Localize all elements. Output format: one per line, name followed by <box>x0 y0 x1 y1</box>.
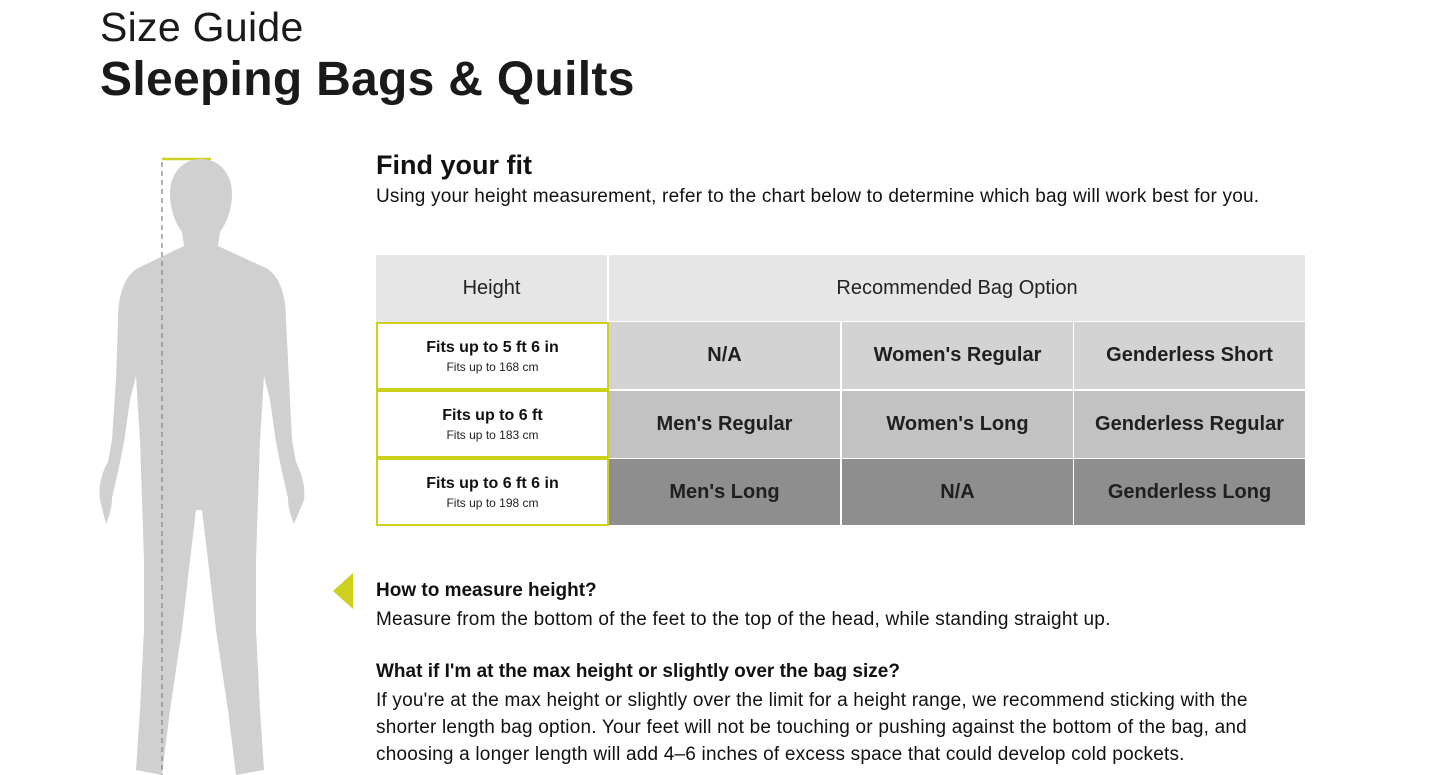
faq-answer-measure: Measure from the bottom of the feet to the top of the head, while standing straight up. <box>376 609 1111 630</box>
bag-option-cell: Genderless Short <box>1074 322 1305 389</box>
faq-question-measure: How to measure height? <box>376 580 597 601</box>
recommended-option-header: Recommended Bag Option <box>609 255 1305 321</box>
bag-option-cell: Men's Long <box>609 459 840 525</box>
faq-question-max-height: What if I'm at the max height or slightly over the bag size? <box>376 661 900 682</box>
body-silhouette-figure <box>96 150 311 775</box>
height-imperial: Fits up to 5 ft 6 in <box>426 338 559 356</box>
height-imperial: Fits up to 6 ft <box>442 406 543 424</box>
height-cell-row-1 <box>376 322 609 390</box>
height-imperial: Fits up to 6 ft 6 in <box>426 474 559 492</box>
height-metric: Fits up to 168 cm <box>446 359 539 374</box>
bag-option-cell: Women's Long <box>842 391 1073 458</box>
faq-answer-max-height: If you're at the max height or slightly over the limit for a height range, we recommend sticking with the shorter length bag option. Your feet will not be touching or pushing against the bottom of the bag, and choosing a longer length will add 4–6 inches of excess space that could develop cold pockets. <box>376 690 1248 765</box>
bag-option-cell: N/A <box>609 322 840 389</box>
height-metric: Fits up to 198 cm <box>446 495 539 510</box>
page-subtitle: Size Guide <box>100 4 304 50</box>
bag-option-cell: Women's Regular <box>842 322 1073 389</box>
height-metric: Fits up to 183 cm <box>446 427 539 442</box>
height-column-header: Height <box>376 255 607 322</box>
bag-option-cell: Genderless Long <box>1074 459 1305 525</box>
bag-option-cell: Genderless Regular <box>1074 391 1305 458</box>
height-cell-row-2 <box>376 390 609 458</box>
bag-option-cell: N/A <box>842 459 1073 525</box>
page-title: Sleeping Bags & Quilts <box>100 53 635 106</box>
find-fit-description: Using your height measurement, refer to the chart below to determine which bag will work best for you. <box>376 186 1260 207</box>
bag-option-cell: Men's Regular <box>609 391 840 458</box>
height-cell-row-3 <box>376 458 609 526</box>
pointer-arrow-icon <box>333 573 353 609</box>
find-fit-title: Find your fit <box>376 150 532 180</box>
